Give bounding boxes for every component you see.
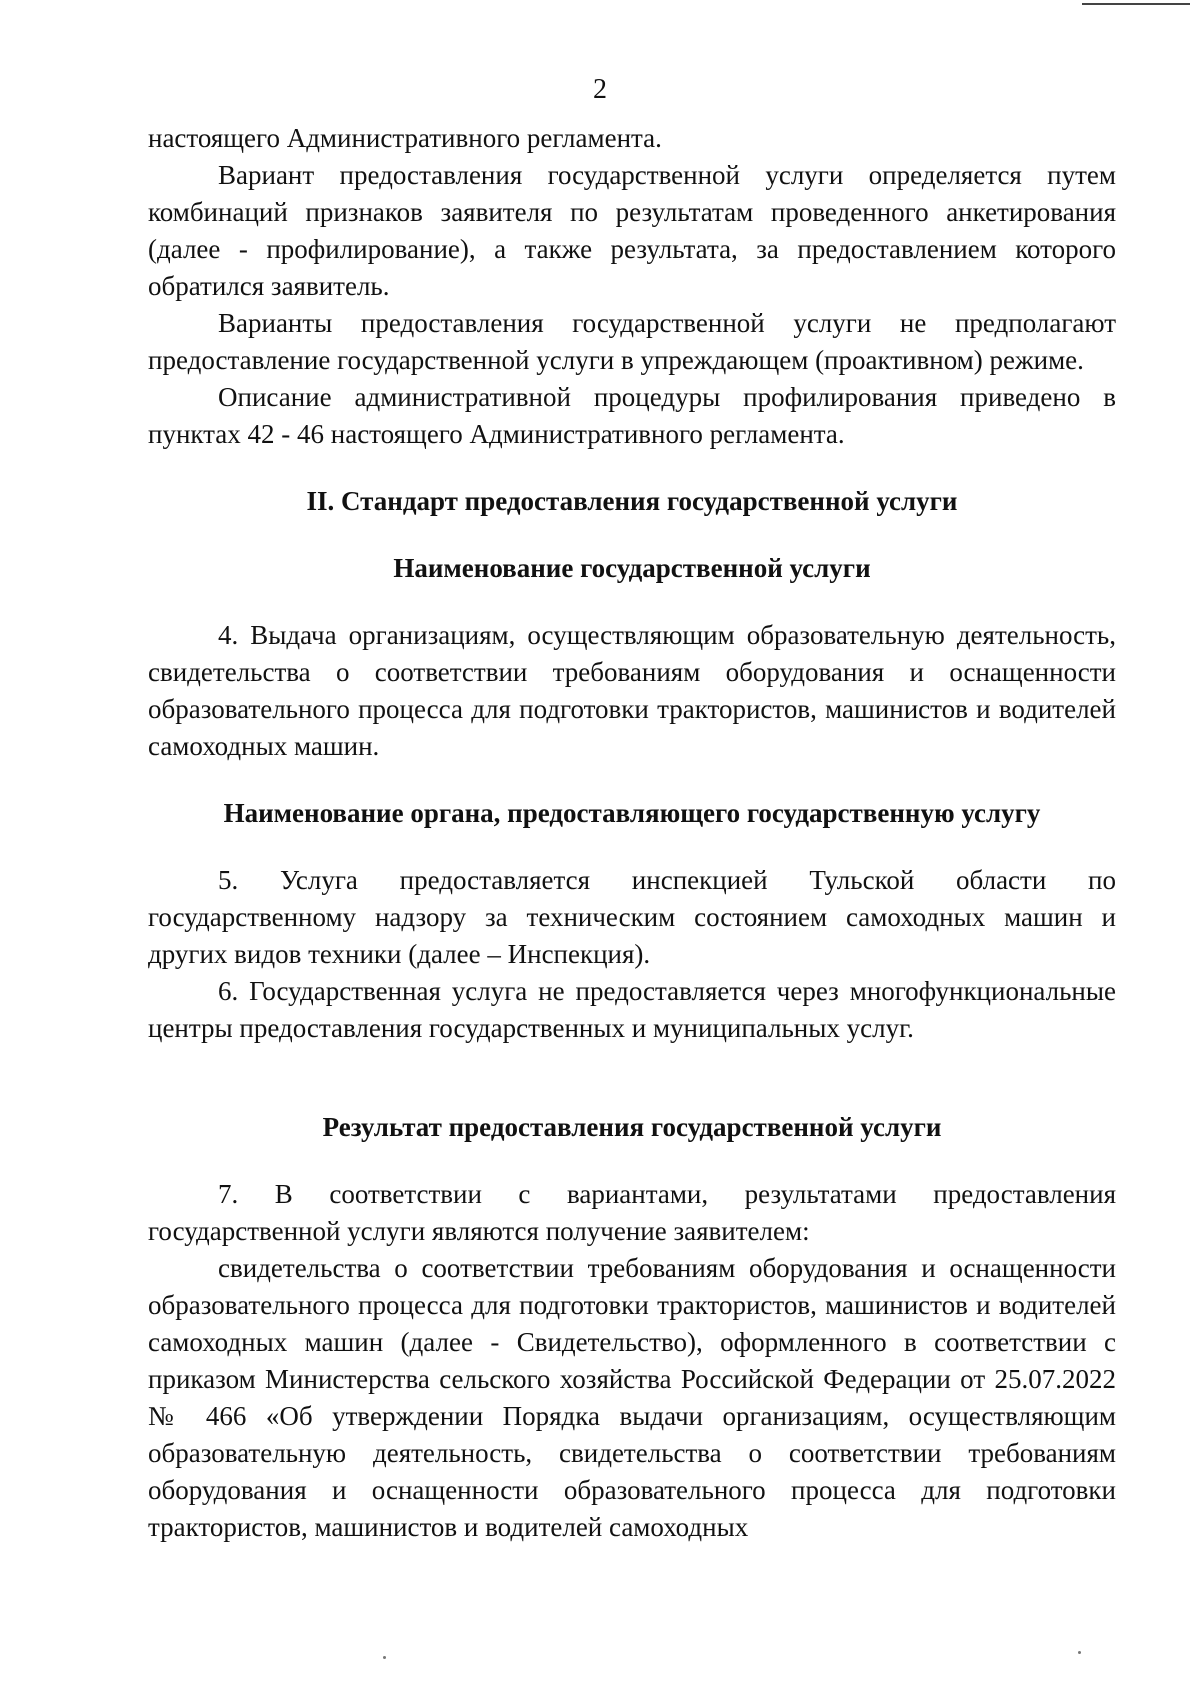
paragraph-profiling-description: Описание административной процедуры профилирования приведено в пунктах 42 - 46 настоящего Административного регламента.: [148, 382, 1116, 449]
paragraph-item-5: 5. Услуга предоставляется инспекцией Тульской области по государственному надзору за техническим состоянием самоходных машин и других видов техники (далее – Инспекция).: [148, 865, 1116, 969]
heading-result: Результат предоставления государственной услуги: [322, 1112, 942, 1142]
scan-speck: [383, 1656, 386, 1659]
heading-authority: Наименование органа, предоставляющего государственную услугу: [223, 798, 1041, 828]
document-body: [148, 120, 1116, 1546]
section-title: II. Стандарт предоставления государственной услуги: [306, 486, 958, 516]
top-edge-rule: [1082, 3, 1190, 5]
paragraph-item-6: 6. Государственная услуга не предоставляется через многофункциональные центры предоставления государственных и муниципальных услуг.: [148, 976, 1116, 1043]
paragraph-item-7-continuation: свидетельства о соответствии требованиям оборудования и оснащенности образовательного процесса для подготовки трактористов, машинистов и водителей самоходных машин (далее - Свидетельство), оформленного в соответствии с приказом Министерства сельского хозяйства Российской Федерации от 25.07.2022 № 466 «Об утверждении Порядка выдачи организациям, осуществляющим образовательную деятельность, свидетельства о соответствии требованиям оборудования и оснащенности образовательного процесса для подготовки трактористов, машинистов и водителей самоходных: [148, 1253, 1116, 1542]
paragraph-item-4: 4. Выдача организациям, осуществляющим образовательную деятельность, свидетельства о соответствии требованиям оборудования и оснащенности образовательного процесса для подготовки трактористов, машинистов и водителей самоходных машин.: [148, 620, 1116, 761]
scan-speck: [1078, 1651, 1081, 1654]
paragraph-variants-proactive: Варианты предоставления государственной услуги не предполагают предоставление государственной услуги в упреждающем (проактивном) режиме.: [148, 308, 1116, 375]
paragraph-continuation: настоящего Административного регламента.: [148, 123, 662, 153]
paragraph-item-7: 7. В соответствии с вариантами, результатами предоставления государственной услуги являются получение заявителем:: [148, 1179, 1116, 1246]
heading-service-name: Наименование государственной услуги: [393, 553, 871, 583]
paragraph-service-variant: Вариант предоставления государственной услуги определяется путем комбинаций признаков заявителя по результатам проведенного анкетирования (далее - профилирование), а также результата, за предоставлением которого обратился заявитель.: [148, 160, 1116, 301]
page-number: 2: [593, 74, 607, 105]
